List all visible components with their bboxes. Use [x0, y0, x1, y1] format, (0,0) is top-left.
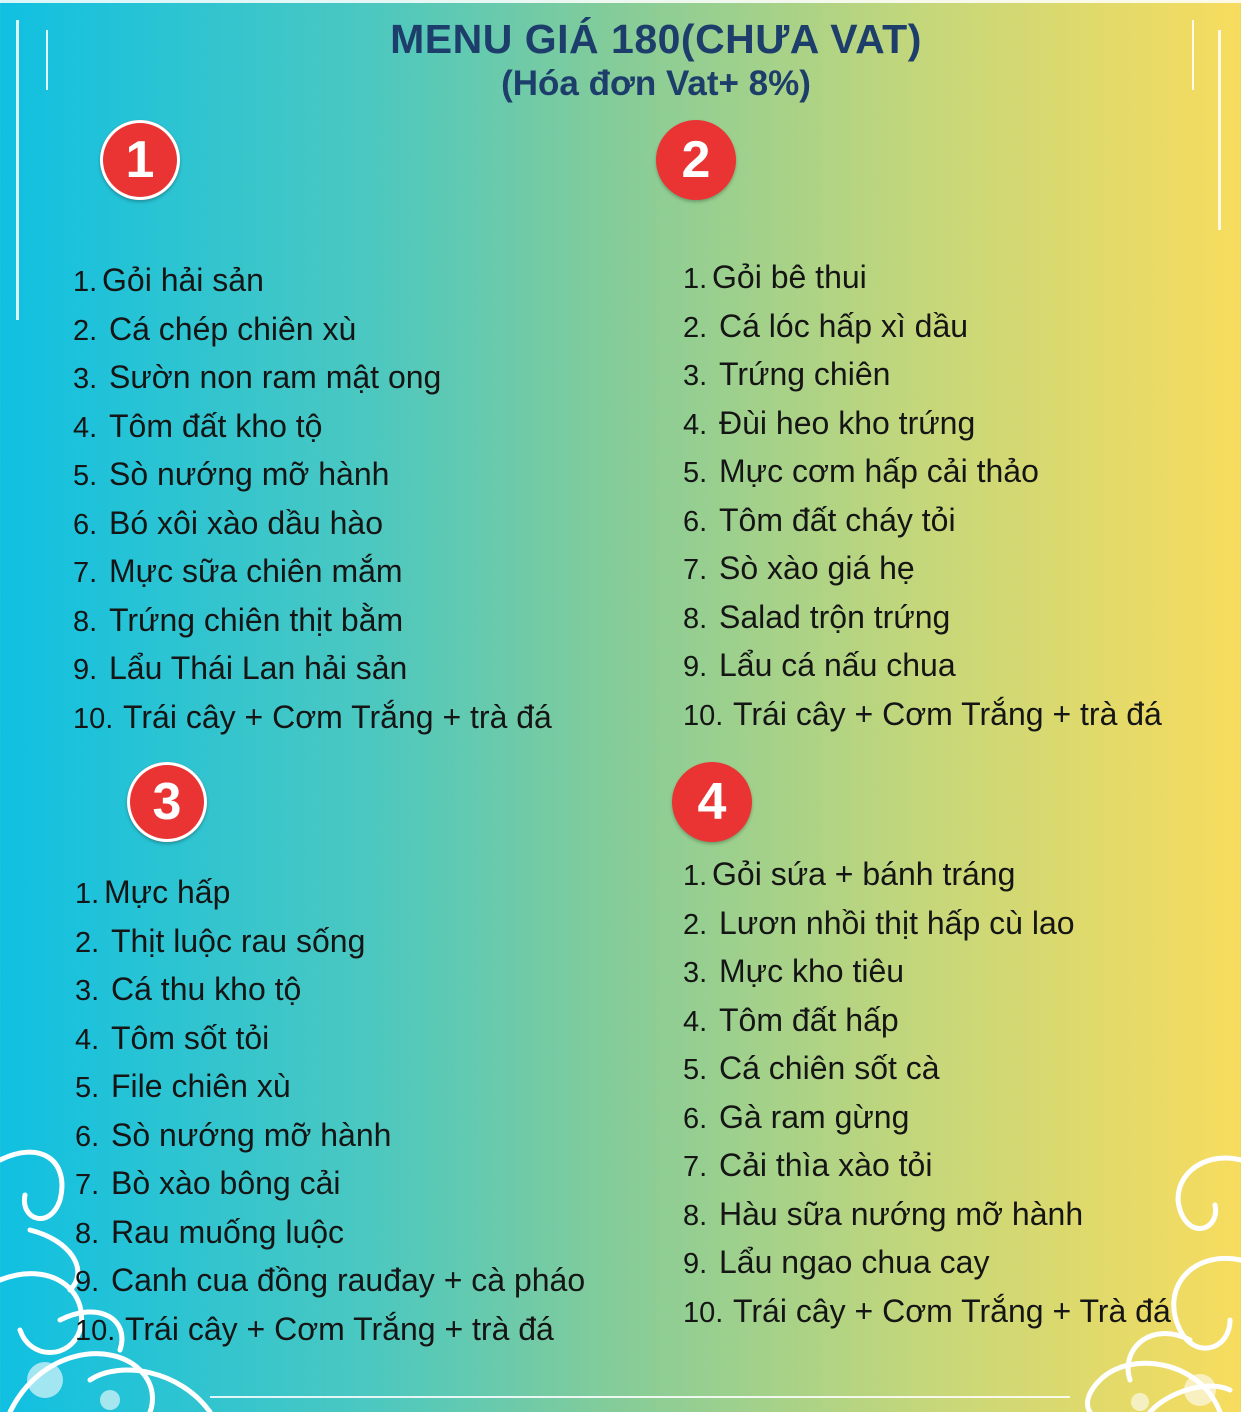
list-item: [73, 262, 264, 300]
item-number: 10.: [75, 1315, 116, 1347]
item-number: 1.: [73, 266, 98, 298]
item-text: Trái cây + Cơm Trắng + trà đá: [125, 1311, 554, 1347]
list-item: [683, 356, 890, 394]
item-text: Cải thìa xào tỏi: [719, 1147, 933, 1183]
item-number: 6.: [683, 1103, 708, 1135]
item-number: 6.: [73, 509, 98, 541]
list-item: [683, 405, 975, 443]
list-item: [683, 647, 956, 685]
item-text: Đùi heo kho trứng: [719, 405, 976, 441]
menu-badge-2: [656, 120, 736, 200]
list-item: [75, 1214, 344, 1252]
list-item: [683, 953, 904, 991]
item-text: Gà ram gừng: [719, 1099, 910, 1135]
item-number: 7.: [683, 1151, 708, 1183]
list-item: [73, 505, 383, 543]
item-text: Canh cua đồng rauđay + cà pháo: [111, 1262, 586, 1298]
item-text: Hàu sữa nướng mỡ hành: [719, 1196, 1084, 1232]
item-text: Trái cây + Cơm Trắng + trà đá: [733, 696, 1162, 732]
list-item: [73, 650, 407, 688]
item-number: 9.: [683, 651, 708, 683]
list-item: [73, 359, 441, 397]
list-item: [683, 502, 956, 540]
item-number: 5.: [683, 1054, 708, 1086]
item-number: 9.: [683, 1248, 708, 1280]
menu-badge-4-label: 4: [697, 773, 727, 831]
item-text: Gỏi bê thui: [712, 259, 867, 295]
list-item: [683, 453, 1039, 491]
item-text: Lẩu ngao chua cay: [719, 1244, 990, 1280]
list-item: [683, 696, 1162, 734]
item-number: 6.: [75, 1121, 100, 1153]
menu-subtitle: (Hóa đơn Vat+ 8%): [501, 64, 811, 103]
item-number: 5.: [683, 457, 708, 489]
list-item: [75, 1165, 341, 1203]
item-number: 7.: [75, 1169, 100, 1201]
item-number: 1.: [75, 878, 100, 910]
item-text: Trái cây + Cơm Trắng + Trà đá: [733, 1293, 1171, 1329]
item-number: 9.: [73, 654, 98, 686]
item-text: Sò nướng mỡ hành: [111, 1117, 392, 1153]
item-text: Mực hấp: [104, 874, 231, 910]
menu-badge-2-label: 2: [681, 131, 711, 189]
item-number: 2.: [75, 927, 100, 959]
frame-line-top: [0, 0, 1241, 3]
menu-badge-3-label: 3: [152, 773, 182, 831]
list-item: [683, 1244, 989, 1282]
item-number: 8.: [683, 1200, 708, 1232]
item-number: 8.: [73, 606, 98, 638]
item-text: Cá thu kho tộ: [111, 971, 302, 1007]
item-text: Lẩu Thái Lan hải sản: [109, 650, 408, 686]
item-text: Rau muống luộc: [111, 1214, 345, 1250]
list-item: [683, 259, 867, 297]
item-number: 4.: [75, 1024, 100, 1056]
item-text: Trứng chiên: [719, 356, 891, 392]
item-number: 6.: [683, 506, 708, 538]
list-item: [73, 553, 403, 591]
menu-badge-1: [100, 120, 180, 200]
item-text: Sò nướng mỡ hành: [109, 456, 390, 492]
list-item: [75, 971, 301, 1009]
item-number: 3.: [683, 360, 708, 392]
item-number: 10.: [73, 703, 114, 735]
item-text: Gỏi sứa + bánh tráng: [712, 856, 1016, 892]
item-number: 3.: [75, 975, 100, 1007]
item-number: 8.: [683, 603, 708, 635]
item-number: 9.: [75, 1266, 100, 1298]
list-item: [683, 905, 1075, 943]
item-number: 4.: [73, 412, 98, 444]
list-item: [683, 1099, 909, 1137]
item-number: 3.: [683, 957, 708, 989]
list-item: [75, 1117, 391, 1155]
item-text: Sườn non ram mật ong: [109, 359, 442, 395]
item-text: Cá lóc hấp xì dầu: [719, 308, 969, 344]
item-text: Bò xào bông cải: [111, 1165, 341, 1201]
list-item: [683, 1147, 932, 1185]
list-item: [683, 308, 968, 346]
item-number: 4.: [683, 409, 708, 441]
list-item: [75, 1262, 585, 1300]
item-text: Tôm đất hấp: [719, 1002, 899, 1038]
item-text: File chiên xù: [111, 1068, 291, 1104]
list-item: [683, 1196, 1083, 1234]
item-text: Mực cơm hấp cải thảo: [719, 453, 1039, 489]
item-number: 1.: [683, 263, 708, 295]
list-item: [73, 699, 552, 737]
item-text: Trứng chiên thịt bằm: [109, 602, 404, 638]
list-item: [75, 1020, 269, 1058]
menu-title: MENU GIÁ 180(CHƯA VAT): [390, 16, 922, 62]
list-item: [683, 599, 950, 637]
item-text: Mực sữa chiên mắm: [109, 553, 403, 589]
frame-line-bottom: [210, 1396, 1070, 1398]
item-number: 2.: [683, 909, 708, 941]
item-text: Bó xôi xào dầu hào: [109, 505, 383, 541]
list-item: [75, 923, 365, 961]
list-item: [73, 456, 389, 494]
item-text: Tôm đất kho tộ: [109, 408, 323, 444]
list-item: [73, 602, 403, 640]
item-number: 7.: [683, 554, 708, 586]
list-item: [683, 1002, 899, 1040]
item-number: 3.: [73, 363, 98, 395]
item-text: Gỏi hải sản: [102, 262, 264, 298]
item-text: Tôm sốt tỏi: [111, 1020, 270, 1056]
item-text: Mực kho tiêu: [719, 953, 905, 989]
item-text: Thịt luộc rau sống: [111, 923, 366, 959]
item-text: Lẩu cá nấu chua: [719, 647, 956, 683]
item-number: 5.: [75, 1072, 100, 1104]
item-number: 10.: [683, 1297, 724, 1329]
item-text: Cá chiên sốt cà: [719, 1050, 940, 1086]
item-text: Sò xào giá hẹ: [719, 550, 915, 586]
corner-ornament-bottom-right: [1030, 1140, 1241, 1412]
list-item: [683, 1293, 1171, 1331]
item-number: 8.: [75, 1218, 100, 1250]
item-text: Lươn nhồi thịt hấp cù lao: [719, 905, 1075, 941]
item-number: 2.: [683, 312, 708, 344]
item-number: 5.: [73, 460, 98, 492]
item-text: Cá chép chiên xù: [109, 311, 357, 347]
list-item: [683, 856, 1015, 894]
menu-badge-4: [672, 762, 752, 842]
menu-badge-3: [127, 762, 207, 842]
item-number: 2.: [73, 315, 98, 347]
list-item: [75, 874, 230, 912]
menu-badge-1-label: 1: [125, 131, 155, 189]
item-text: Trái cây + Cơm Trắng + trà đá: [123, 699, 552, 735]
list-item: [683, 1050, 940, 1088]
item-number: 7.: [73, 557, 98, 589]
item-number: 4.: [683, 1006, 708, 1038]
item-text: Salad trộn trứng: [719, 599, 951, 635]
item-text: Tôm đất cháy tỏi: [719, 502, 956, 538]
list-item: [75, 1311, 554, 1349]
list-item: [73, 408, 322, 446]
item-number: 10.: [683, 700, 724, 732]
item-number: 1.: [683, 860, 708, 892]
list-item: [75, 1068, 291, 1106]
list-item: [683, 550, 915, 588]
list-item: [73, 311, 356, 349]
